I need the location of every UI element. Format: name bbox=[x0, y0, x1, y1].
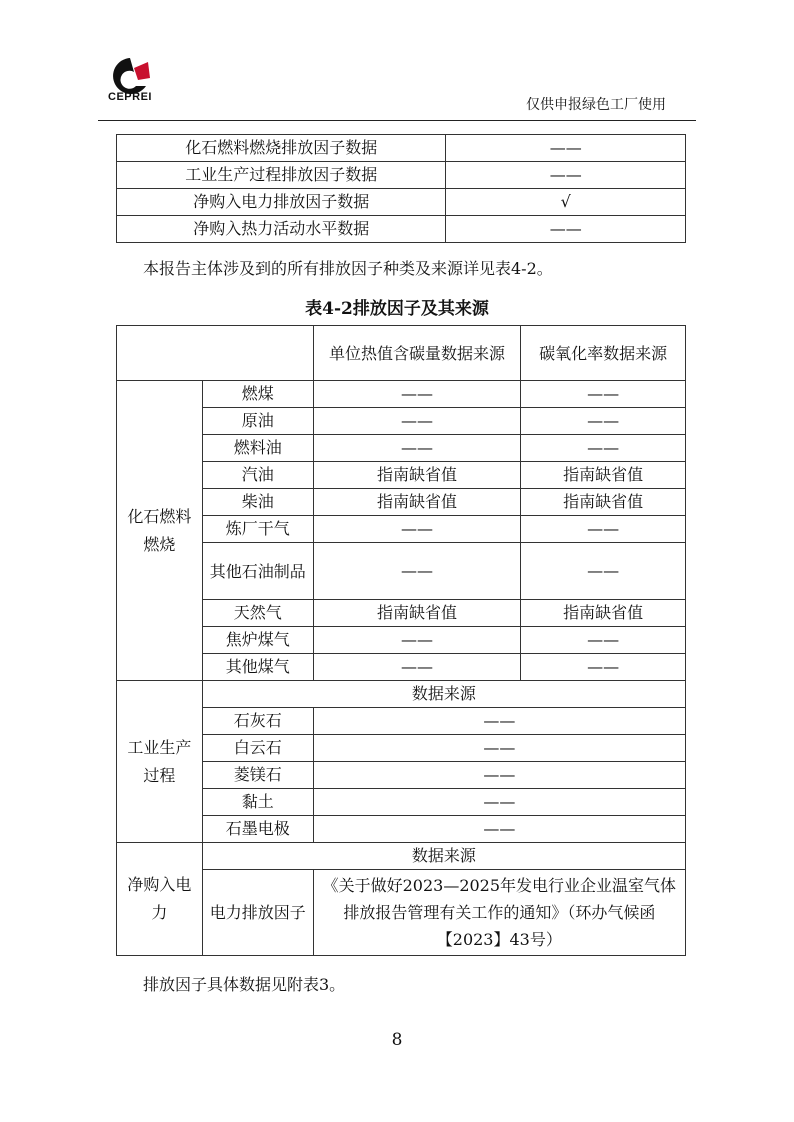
fuel-col-a: —— bbox=[313, 408, 521, 435]
paragraph-intro: 本报告主体涉及到的所有排放因子种类及来源详见表4-2。 bbox=[143, 259, 553, 278]
fuel-name: 其他石油制品 bbox=[202, 543, 313, 600]
emission-factor-source-table bbox=[116, 325, 686, 956]
fuel-name: 原油 bbox=[202, 408, 313, 435]
table-row bbox=[117, 600, 686, 627]
header-blank-cell bbox=[117, 326, 314, 381]
header-col-b: 碳氧化率数据来源 bbox=[521, 326, 686, 381]
fuel-col-a: 指南缺省值 bbox=[313, 489, 521, 516]
table-row bbox=[117, 708, 686, 735]
group-fossil: 化石燃料燃烧 bbox=[117, 381, 203, 681]
row-label: 工业生产过程排放因子数据 bbox=[117, 162, 446, 189]
fuel-col-b: 指南缺省值 bbox=[521, 462, 686, 489]
fuel-col-a: —— bbox=[313, 543, 521, 600]
material-value: —— bbox=[313, 789, 685, 816]
table-row bbox=[117, 789, 686, 816]
fuel-col-a: 指南缺省值 bbox=[313, 462, 521, 489]
group-electricity: 净购入电力 bbox=[117, 843, 203, 956]
paragraph-appendix-note: 排放因子具体数据见附表3。 bbox=[143, 975, 346, 994]
table-row bbox=[117, 381, 686, 408]
electricity-factor-name: 电力排放因子 bbox=[202, 870, 313, 956]
fuel-name: 柴油 bbox=[202, 489, 313, 516]
table-row bbox=[117, 216, 686, 243]
table-row bbox=[117, 654, 686, 681]
table-row bbox=[117, 735, 686, 762]
emission-factor-availability-table bbox=[116, 134, 686, 243]
table-caption: 表4-2排放因子及其来源 bbox=[305, 299, 489, 319]
row-label: 化石燃料燃烧排放因子数据 bbox=[117, 135, 446, 162]
table-row bbox=[117, 762, 686, 789]
row-label: 净购入热力活动水平数据 bbox=[117, 216, 446, 243]
table-row bbox=[117, 843, 686, 870]
group-industrial: 工业生产过程 bbox=[117, 681, 203, 843]
fuel-col-a: 指南缺省值 bbox=[313, 600, 521, 627]
fuel-col-b: —— bbox=[521, 543, 686, 600]
material-name: 菱镁石 bbox=[202, 762, 313, 789]
header-note: 仅供申报绿色工厂使用 bbox=[526, 97, 666, 113]
fuel-col-b: —— bbox=[521, 435, 686, 462]
electricity-factor-source: 《关于做好2023—2025年发电行业企业温室气体排放报告管理有关工作的通知》（环办气候函【2023】43号） bbox=[313, 870, 685, 956]
fuel-name: 天然气 bbox=[202, 600, 313, 627]
table-row bbox=[117, 462, 686, 489]
electricity-source-header: 数据来源 bbox=[202, 843, 685, 870]
table-row bbox=[117, 816, 686, 843]
material-name: 石灰石 bbox=[202, 708, 313, 735]
material-value: —— bbox=[313, 816, 685, 843]
fuel-name: 汽油 bbox=[202, 462, 313, 489]
header-col-a: 单位热值含碳量数据来源 bbox=[313, 326, 521, 381]
fuel-col-b: —— bbox=[521, 408, 686, 435]
fuel-name: 燃煤 bbox=[202, 381, 313, 408]
table-row bbox=[117, 435, 686, 462]
table-row bbox=[117, 408, 686, 435]
row-value: —— bbox=[446, 216, 686, 243]
fuel-name: 炼厂干气 bbox=[202, 516, 313, 543]
table-row bbox=[117, 543, 686, 600]
row-label: 净购入电力排放因子数据 bbox=[117, 189, 446, 216]
table-row bbox=[117, 681, 686, 708]
fuel-col-b: 指南缺省值 bbox=[521, 489, 686, 516]
header-divider bbox=[98, 120, 696, 121]
table-row bbox=[117, 135, 686, 162]
table-row bbox=[117, 516, 686, 543]
fuel-col-a: —— bbox=[313, 516, 521, 543]
fuel-col-a: —— bbox=[313, 381, 521, 408]
table-header-row bbox=[117, 326, 686, 381]
table-row bbox=[117, 489, 686, 516]
fuel-name: 焦炉煤气 bbox=[202, 627, 313, 654]
material-name: 黏土 bbox=[202, 789, 313, 816]
fuel-col-a: —— bbox=[313, 435, 521, 462]
table-row bbox=[117, 162, 686, 189]
material-name: 石墨电极 bbox=[202, 816, 313, 843]
row-value: √ bbox=[446, 189, 686, 216]
logo-text: CEPREI bbox=[108, 91, 152, 103]
fuel-col-b: —— bbox=[521, 627, 686, 654]
row-value: —— bbox=[446, 135, 686, 162]
table-row bbox=[117, 870, 686, 956]
material-value: —— bbox=[313, 708, 685, 735]
material-name: 白云石 bbox=[202, 735, 313, 762]
material-value: —— bbox=[313, 762, 685, 789]
fuel-name: 燃料油 bbox=[202, 435, 313, 462]
fuel-col-a: —— bbox=[313, 627, 521, 654]
fuel-col-b: —— bbox=[521, 381, 686, 408]
fuel-col-a: —— bbox=[313, 654, 521, 681]
fuel-col-b: —— bbox=[521, 654, 686, 681]
table-row bbox=[117, 189, 686, 216]
fuel-name: 其他煤气 bbox=[202, 654, 313, 681]
material-value: —— bbox=[313, 735, 685, 762]
table-row bbox=[117, 627, 686, 654]
fuel-col-b: —— bbox=[521, 516, 686, 543]
fuel-col-b: 指南缺省值 bbox=[521, 600, 686, 627]
industrial-source-header: 数据来源 bbox=[202, 681, 685, 708]
page-number: 8 bbox=[391, 1030, 403, 1050]
row-value: —— bbox=[446, 162, 686, 189]
